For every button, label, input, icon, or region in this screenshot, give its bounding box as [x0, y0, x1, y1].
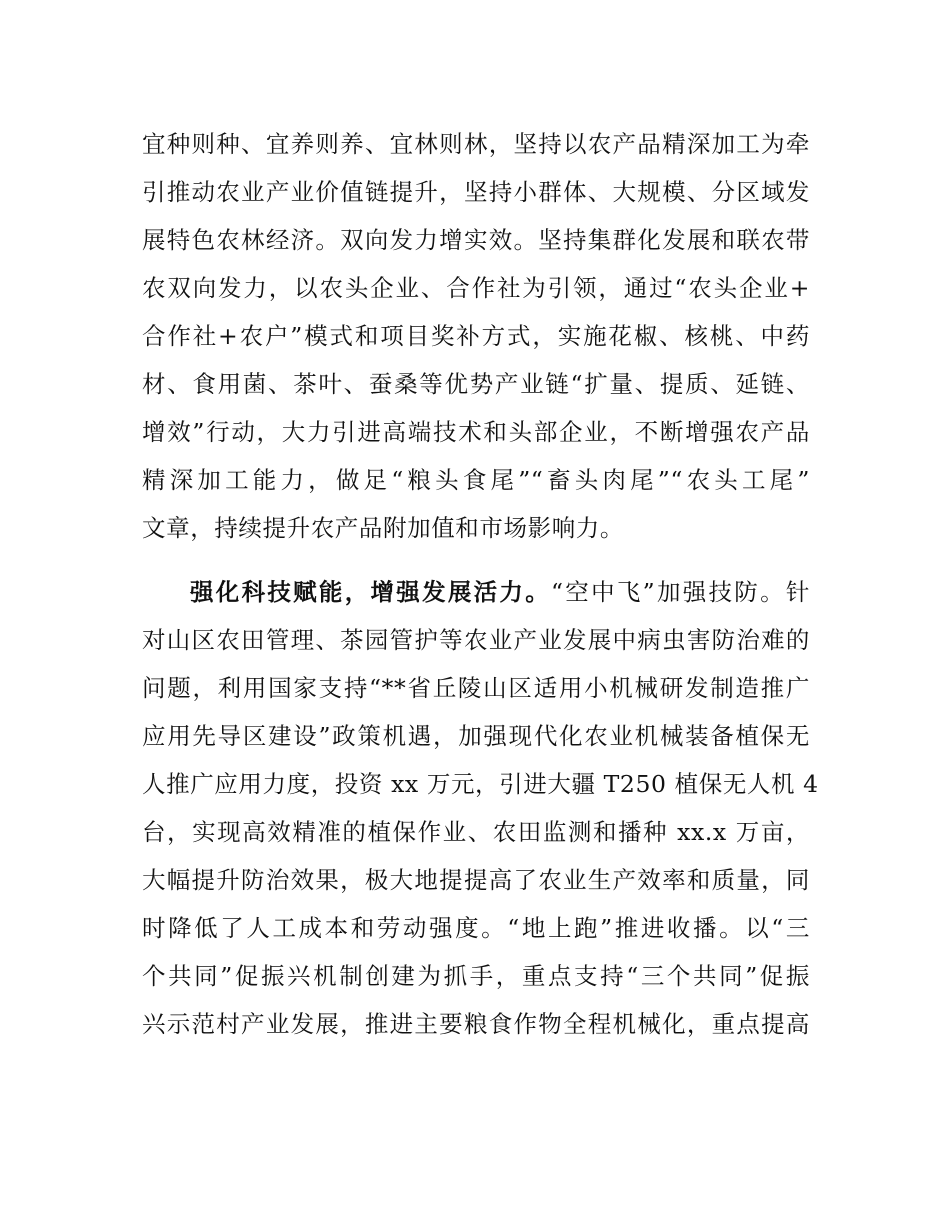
section-heading: 强化科技赋能，增强发展活力。	[190, 578, 551, 606]
text-line: 材、食用菌、茶叶、蚕桑等优势产业链“扩量、提质、延链、	[142, 370, 810, 398]
text-line: 农双向发力，以农头企业、合作社为引领，通过“农头企业+	[142, 274, 810, 302]
text-line: 文章，持续提升农产品附加值和市场影响力。	[142, 514, 624, 542]
first-line-text: “空中飞”加强技防。针	[551, 578, 810, 606]
text-line: 问题，利用国家支持“**省丘陵山区适用小机械研发制造推广	[142, 674, 810, 702]
text-line: 合作社+农户”模式和项目奖补方式，实施花椒、核桃、中药	[142, 322, 810, 350]
text-line: 时降低了人工成本和劳动强度。“地上跑”推进收播。以“三	[142, 914, 810, 942]
text-line: 宜种则种、宜养则养、宜林则林，坚持以农产品精深加工为牵	[142, 130, 810, 158]
text-line: 应用先导区建设”政策机遇，加强现代化农业机械装备植保无	[142, 722, 810, 750]
text-line-first	[142, 568, 810, 616]
text-line: 个共同”促振兴机制创建为抓手，重点支持“三个共同”促振	[142, 962, 810, 990]
text-line: 增效”行动，大力引进高端技术和头部企业，不断增强农产品	[142, 418, 810, 446]
text-line: 精深加工能力，做足“粮头食尾”“畜头肉尾”“农头工尾”	[142, 466, 810, 494]
text-line: 大幅提升防治效果，极大地提提高了农业生产效率和质量，同	[142, 866, 810, 894]
text-line: 对山区农田管理、茶园管护等农业产业发展中病虫害防治难的	[142, 626, 810, 654]
text-line: 人推广应用力度，投资 xx 万元，引进大疆 T250 植保无人机 4	[142, 770, 819, 798]
text-line: 台，实现高效精准的植保作业、农田监测和播种 xx.x 万亩，	[142, 818, 810, 846]
paragraph-technology-empowerment	[142, 568, 819, 1048]
text-line: 展特色农林经济。双向发力增实效。坚持集群化发展和联农带	[142, 226, 810, 254]
paragraph-agriculture-industry	[142, 120, 810, 552]
text-line: 兴示范村产业发展，推进主要粮食作物全程机械化，重点提高	[142, 1010, 810, 1038]
text-line: 引推动农业产业价值链提升，坚持小群体、大规模、分区域发	[142, 178, 810, 206]
